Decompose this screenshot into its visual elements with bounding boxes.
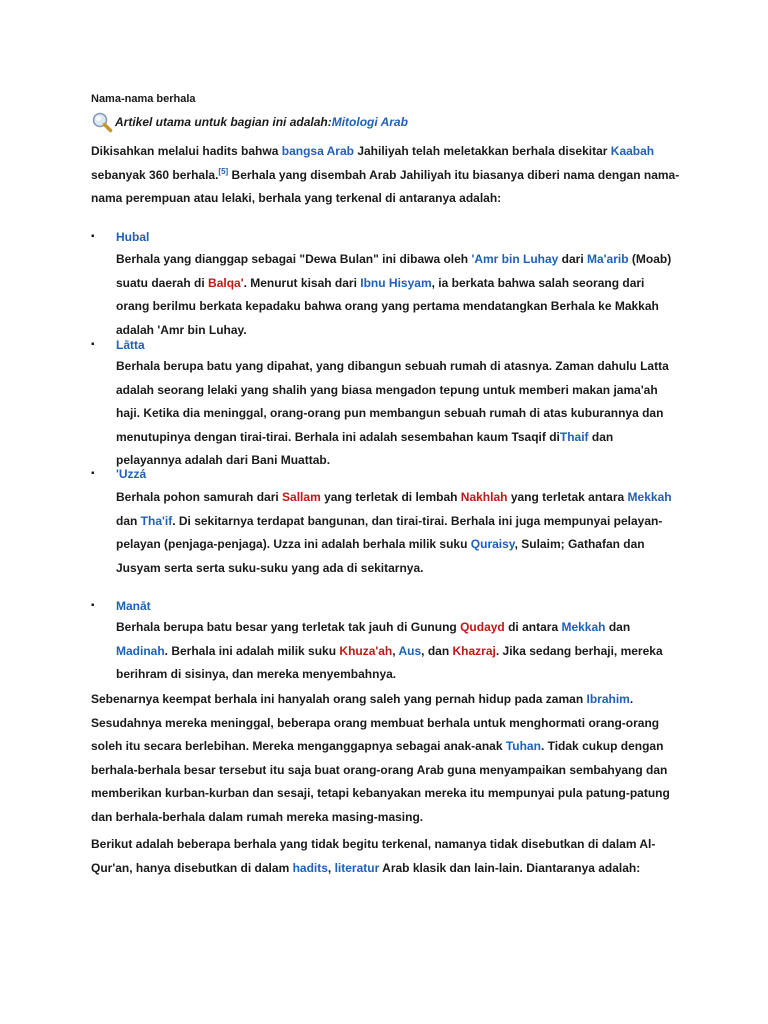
desc-text: yang terletak di lembah	[320, 490, 461, 504]
intro-text-4: Berhala yang disembah Arab Jahiliyah itu biasanya diberi nama dengan nama-nama perempuan atau lelaki, berhala yang terkenal di antaranya adalah:	[91, 167, 680, 205]
intro-text-3: sebanyak 360 berhala.	[91, 167, 219, 182]
item-title-hubal[interactable]: Hubal	[116, 230, 150, 244]
mekkah-link[interactable]: Mekkah	[561, 620, 606, 634]
desc-text: di antara	[504, 620, 562, 634]
reference-5-link[interactable]: [5]	[218, 166, 229, 176]
desc-text: , Sulaim; Gathafan dan Jusyam serta serta suku-suku yang ada di sekitarnya.	[116, 537, 645, 575]
thaif-link[interactable]: Tha'if	[140, 513, 173, 528]
quraisy-link[interactable]: Quraisy	[470, 537, 515, 551]
desc-text: . Di sekitarnya terdapat bangunan, dan tirai-tirai. Berhala ini juga mempunyai pelayan-pelayan (penjaga-penjaga). Uzza ini adalah berhala milik suku	[116, 513, 663, 551]
madinah-link[interactable]: Madinah	[116, 643, 165, 658]
last-text-3: Arab klasik dan lain-lain. Diantaranya adalah:	[379, 860, 641, 875]
desc-text: , ia berkata bahwa salah seorang dari orang berilmu berkata kepadaku bahwa orang yang pertama mendatangkan Berhala ke Makkah adalah 'Amr bin Luhay.	[116, 275, 659, 337]
desc-text: (Moab) suatu daerah di	[116, 252, 672, 290]
desc-text: dan	[116, 513, 141, 528]
bangsa-arab-link[interactable]: bangsa Arab	[281, 144, 354, 158]
bullet-icon: ▪	[91, 231, 95, 242]
section-heading: Nama-nama berhala	[91, 93, 196, 105]
item-desc-manat	[116, 616, 676, 687]
mekkah-link[interactable]: Mekkah	[627, 490, 672, 504]
desc-text: dan pelayannya adalah dari Bani Muattab.	[116, 429, 614, 467]
aus-link[interactable]: Aus	[398, 643, 422, 658]
desc-text: dari	[558, 252, 588, 266]
intro-text-2: Jahiliyah telah meletakkan berhala disekitar	[353, 144, 611, 158]
bullet-icon: ▪	[91, 339, 95, 350]
desc-text: Berhala berupa batu yang dipahat, yang dibangun sebuah rumah di atasnya. Zaman dahulu Latta adalah seorang lelaki yang shalih yang biasa mengadon tepung untuk memberi makan jama'ah haji. Ketika dia meninggal, orang-orang pun membangun sebuah rumah di atas kuburannya dan menutupinya dengan tirai-tirai. Berhala ini adalah sesembahan kaum Tsaqif di	[116, 359, 669, 444]
desc-text: . Berhala ini adalah milik suku	[164, 643, 340, 658]
literatur-link[interactable]: literatur	[334, 860, 380, 875]
item-desc-hubal	[116, 248, 676, 342]
desc-text: Berhala yang dianggap sebagai "Dewa Bulan" ini dibawa oleh	[116, 252, 472, 266]
after-text-3: . Tidak cukup dengan berhala-berhala besar tersebut itu saja buat orang-orang Arab guna menyampaikan sembahyang dan memberikan kurban-kurban dan sesaji, tetapi kebanyakan mereka itu mempunyai pula patung-patung dan berhala-berhala dalam rumah mereka masing-masing.	[91, 739, 670, 824]
bullet-icon: ▪	[91, 600, 95, 611]
qudayd-redlink[interactable]: Qudayd	[460, 620, 505, 634]
desc-text: . Jika sedang berhaji, mereka berihram di sisinya, dan mereka menyembahnya.	[116, 643, 663, 681]
after-text-2: . Sesudahnya mereka meninggal, beberapa orang membuat berhala untuk menghormati orang-orang soleh itu secara berlebihan. Mereka menganggapnya sebagai anak-anak	[91, 692, 660, 753]
tuhan-link[interactable]: Tuhan	[505, 739, 541, 753]
thaif-link[interactable]: Thaif	[559, 429, 589, 444]
main-article-note	[91, 110, 408, 134]
intro-text-1: Dikisahkan melalui hadits bahwa	[91, 144, 282, 158]
desc-text: . Menurut kisah dari	[243, 275, 361, 290]
sallam-redlink[interactable]: Sallam	[282, 490, 321, 504]
ibrahim-link[interactable]: Ibrahim	[586, 692, 630, 706]
last-text-2: ,	[327, 860, 335, 875]
item-title-manat[interactable]: Manāt	[116, 599, 151, 613]
item-desc-uzza	[116, 486, 676, 580]
amr-bin-luhay-link[interactable]: 'Amr bin Luhay	[471, 252, 559, 266]
khazraj-redlink[interactable]: Khazraj	[452, 643, 496, 658]
nakhlah-redlink[interactable]: Nakhlah	[460, 490, 508, 504]
intro-paragraph	[91, 140, 691, 211]
kaabah-link[interactable]: Kaabah	[610, 144, 655, 158]
last-paragraph	[91, 833, 691, 880]
main-article-prefix: Artikel utama untuk bagian ini adalah:	[115, 115, 332, 129]
desc-text: , dan	[421, 643, 453, 658]
bullet-icon: ▪	[91, 468, 95, 479]
hadits-link[interactable]: hadits	[292, 860, 328, 875]
balqa-redlink[interactable]: Balqa'	[208, 275, 244, 290]
last-text-1: Berikut adalah beberapa berhala yang tidak begitu terkenal, namanya tidak disebutkan di dalam Al-Qur'an, hanya disebutkan di dalam	[91, 837, 656, 875]
desc-text: Berhala pohon samurah dari	[116, 490, 283, 504]
item-desc-latta	[116, 355, 676, 473]
after-text-1: Sebenarnya keempat berhala ini hanyalah orang saleh yang pernah hidup pada zaman	[91, 692, 587, 706]
khuzaah-redlink[interactable]: Khuza'ah	[339, 643, 393, 658]
desc-text: Berhala berupa batu besar yang terletak tak jauh di Gunung	[116, 620, 461, 634]
mitologi-arab-link[interactable]: Mitologi Arab	[331, 115, 408, 129]
maarib-link[interactable]: Ma'arib	[587, 252, 629, 266]
after-paragraph	[91, 688, 691, 829]
ibnu-hisyam-link[interactable]: Ibnu Hisyam	[360, 275, 432, 290]
item-title-uzza[interactable]: 'Uzzá	[116, 467, 147, 481]
item-title-latta[interactable]: Lātta	[116, 338, 145, 352]
desc-text: yang terletak antara	[507, 490, 628, 504]
magnifier-icon	[91, 111, 113, 133]
desc-text: ,	[392, 643, 399, 658]
desc-text: dan	[605, 620, 631, 634]
